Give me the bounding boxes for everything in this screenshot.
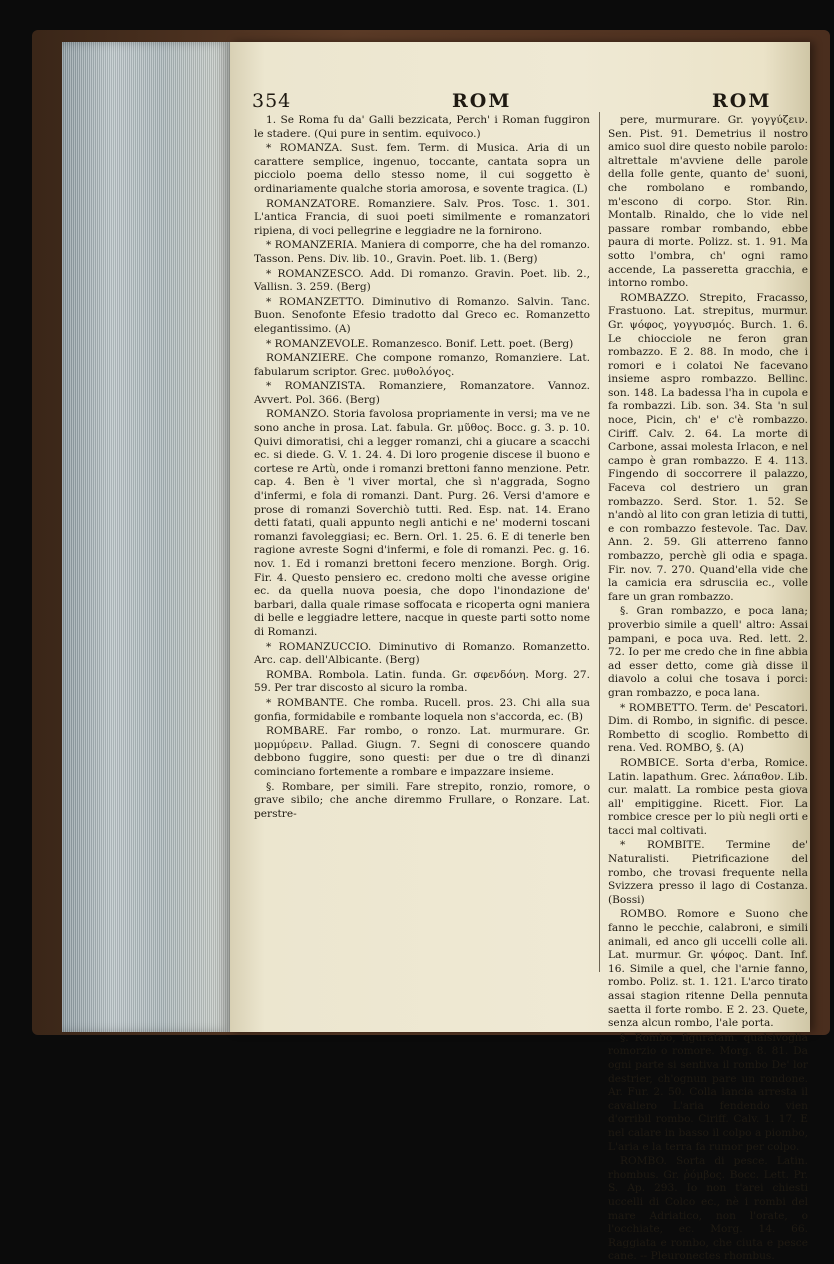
entry: ROMBAZZO. Strepito, Fracasso, Frastuono. Lat. strepitus, murmur. Gr. ψόφος, γογγυσμός. Burch. 1. 6. Le chiocciole ne feron gran rombazzo. E 2. 88. In modo, che i romori e i colatoi Ne facevano insieme aspro rombazzo. Bellinc. son. 148. La badessa l'ha in cupola e fa rombazzi. Lib. son. 34. Sta 'n sul noce, Picin, ch' e' c'è rombazzo. Ciriff. Calv. 2. 64. La morte di Carbone, assai molesta Irlacon, e nel campo è gran rombazzo. E 4. 113. Fingendo di soccorrere il palazzo, Faceva col destriero un gran rombazzo. Serd. Stor. 1. 52. Se n'andò al lito con gran letizia di tutti, e con rombazzo festevole. Tac. Dav. Ann. 2. 59. Gli atterreno fanno rombazzo, perchè gli odia e spaga. Fir. nov. 7. 270. Quand'ella vide che la camicia era sdrusciia ec., volle fare un gran rombazzo. <box>608 291 808 603</box>
entry: * ROMANZUCCIO. Diminutivo di Romanzo. Romanzetto. Arc. cap. dell'Albicante. (Berg) <box>254 640 590 667</box>
dictionary-page <box>230 42 810 1263</box>
entry: pere, murmurare. Gr. γογγύζειν. Sen. Pist. 91. Demetrius il nostro amico suol dire questo nobile parolo: altrettale m'avviene delle parole della folle gente, quanto de' suoni, che rombolano e rombando, m'escono di corpo. Stor. Rin. Montalb. Rinaldo, che lo vide nel passare rombar rombando, ebbe paura di morte. Polizz. st. 1. 91. Ma sotto l'ombra, ch' ogni ramo accende, La passeretta gracchia, e intorno rombo. <box>608 114 808 290</box>
entry: * ROMANZISTA. Romanziere, Romanzatore. Vannoz. Avvert. Pol. 366. (Berg) <box>254 380 590 406</box>
entry: * ROMANZEVOLE. Romanzesco. Bonif. Lett. poet. (Berg) <box>266 337 574 350</box>
entry: ROMANZATORE. Romanziere. Salv. Pros. Tosc. 1. 301. L'antica Francia, di suoi poeti similmente e romanzatori ripiena, di voci pellegrine e leggiadre ne la fornirono. <box>254 197 590 237</box>
entry: * ROMBITE. Termine de' Naturalisti. Pietrificazione del rombo, che trovasi frequente nella Svizzera presso il lago di Costanza. (Bossi) <box>608 839 808 906</box>
entry: 1. Se Roma fu da' Galli bezzicata, Perch' i Roman fuggiron le stadere. (Qui pure in sentim. equivoco.) <box>254 114 590 140</box>
guideword-left: ROM <box>452 90 512 112</box>
entry: ROMBO. Sorta di pesce. Latin. rhombus. Gr. ῥόμβος. Bocc. Lett. Pr. S. Ap. 293. Io non t'arei chiesti uccelli di Colco ec., nè i rombi del mare Adriatico, non l'orate, o l'occhiate, ec. Morg. 14. 66. Raggiata e rombo, che ciuta e pesce cane. -- Pleuronectes rhombus. <box>608 1155 808 1263</box>
entry: * ROMBANTE. Che romba. Rucell. pros. 23. Chi alla sua gonfia, formidabile e rombante loquela non s'accorda, ec. (B) <box>254 696 590 723</box>
right-column <box>608 114 808 1263</box>
entry: ROMANZO. Storia favolosa propriamente in versi; ma ve ne sono anche in prosa. Lat. fabula. Gr. μῦθος. Bocc. g. 3. p. 10. Quivi dimoratisi, chi a legger romanzi, chi a giucare a scacchi ec. si diede. G. V. 1. 24. 4. Di loro progenie discese il buono e cortese re Artù, onde i romanzi brettoni fanno menzione. Petr. cap. 4. Ben è 'l viver mortal, che sì n'aggrada, Sogno d'infermi, e fola di romanzi. Dant. Purg. 26. Versi d'amore e prose di romanzi Soverchiò tutti. Red. Esp. nat. 14. Erano detti fatati, quali appunto negli antichi e ne' moderni toscani romanzi favoleggiasi; ec. Bern. Orl. 1. 25. 6. E di tenerle ben ragione avreste Sogni d'infermi, e fole di romanzi. Pec. g. 16. nov. 1. Ed i romanzi brettoni fecero menzione. Borgh. Orig. Fir. 4. Questo pensiero ec. credono molti che avesse origine ec. da quella nuova poesia, che dopo l'inondazione de' barbari, dalla quale rimase soffocata e ricoperta ogni maniera di belle e leggiadre lettere, nacque in queste parti sotto nome di Romanzi. <box>254 408 590 638</box>
page-header <box>230 90 810 114</box>
entry: ROMBA. Rombola. Latin. funda. Gr. σφενδόνη. Morg. 27. 59. Per trar discosto al sicuro la romba. <box>254 668 590 695</box>
column-divider <box>599 112 600 972</box>
entry: * ROMANZETTO. Diminutivo di Romanzo. Salvin. Tanc. Buon. Senofonte Efesio tradotto dal Greco ec. Romanzetto elegantissimo. (A) <box>254 295 590 335</box>
left-column <box>254 114 590 970</box>
guideword-right: ROM <box>712 90 772 112</box>
entry: * ROMANZESCO. Add. Di romanzo. Gravin. Poet. lib. 2., Vallisn. 3. 259. (Berg) <box>254 267 590 294</box>
entry: * ROMANZERIA. Maniera di comporre, che ha del romanzo. Tasson. Pens. Div. lib. 10., Gravin. Poet. lib. 1. (Berg) <box>254 239 590 265</box>
page-number: 354 <box>252 90 292 112</box>
entry: * ROMANZA. Sust. fem. Term. di Musica. Aria di un carattere semplice, ingenuo, toccante, cantata sopra un picciolo poema dello stesso nome, il cui soggetto è ordinariamente qualche storia amorosa, e sovente tragica. (L) <box>254 142 590 195</box>
entry: §. Gran rombazzo, e poca lana; proverbio simile a quell' altro: Assai pampani, e poca uva. Red. lett. 2. 72. Io per me credo che in fine abbia ad esser detto, come già disse il diavolo a colui che tosava i porci: gran rombazzo, e poca lana. <box>608 605 808 699</box>
entry: ROMBARE. Far rombo, o ronzo. Lat. murmurare. Gr. μορμύρειν. Pallad. Giugn. 7. Segni di conoscere quando debbono fuggire, sono questi: per due o tre dì dinanzi cominciano fortemente a rombare e impazzare insieme. <box>254 725 590 778</box>
entry: ROMANZIERE. Che compone romanzo, Romanziere. Lat. fabularum scriptor. Grec. μυθολόγος. <box>254 352 590 378</box>
entry: §. Rombare, per simili. Fare strepito, ronzio, romore, o grave sibilo; che anche diremmo Frullare, o Ronzare. Lat. perstre- <box>254 780 590 820</box>
page-edges <box>62 42 230 1032</box>
entry: ROMBICE. Sorta d'erba, Romice. Latin. lapathum. Grec. λάπαθον. Lib. cur. malatt. La rombice pesta giova all' empitiggine. Ricett. Fior. La rombice cresce per lo più negli orti e tacci mal coltivati. <box>608 756 808 837</box>
entry: * ROMBETTO. Term. de' Pescatori. Dim. di Rombo, in signific. di pesce. Rombetto di scoglio. Rombetto di rena. Ved. ROMBO, §. (A) <box>608 701 808 755</box>
entry: ROMBO. Romore e Suono che fanno le pecchie, calabroni, e simili animali, ed anco gli uccelli colle ali. Lat. murmur. Gr. ψόφος. Dant. Inf. 16. Simile a quel, che l'arnie fanno, rombo. Poliz. st. 1. 121. L'arco tirato assai stagion ritenne Della pennuta saetta il forte rombo. E 2. 23. Quete, senza alcun rombo, l'ale porta. <box>608 908 808 1030</box>
entry: §. Rombo, figuratam. qualsivoglia romorzio o romore. Morg. 8. 81. Da ogni parte si sentiva il rombo De' lor destrier, ch'ognun pare un rondone. Ar. Fur. 2. 50. Colla lancia arresta il cavaliero L'aria fendendo vien d'orribil rombo. Ciriff. Calv. 1. 17. E nel calare in basso il colpo a piombo, L'aria e la terra fa rumor per colpo. <box>608 1031 808 1153</box>
